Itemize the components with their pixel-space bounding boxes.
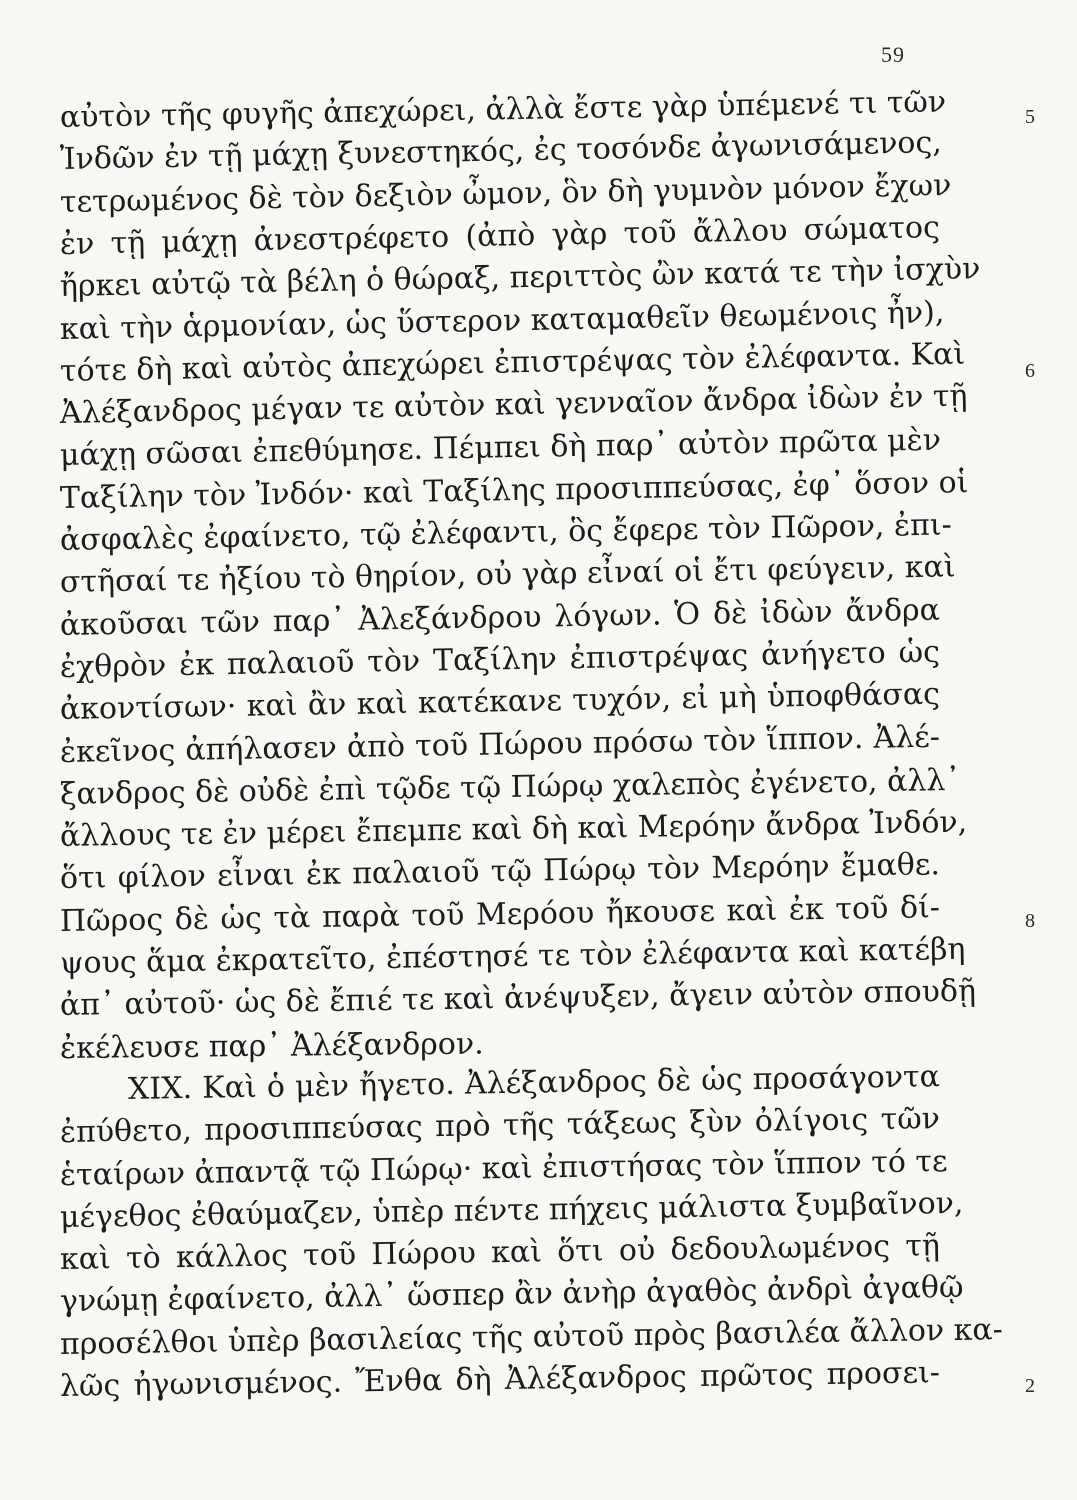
text-line: Ἰνδῶν ἐν τῇ μάχῃ ξυνεστηκός, ἐς τοσόνδε ἀγωνισάμενος,	[59, 125, 943, 178]
text-line: ἐπύθετο, προσιππεύσας πρὸ τῆς τάξεως ξὺν ὀλίγοις τῶν	[59, 1101, 941, 1151]
text-line: Ταξίλην τὸν Ἰνδόν· καὶ Ταξίλης προσιππεύσας, ἐφ᾽ ὅσον οἱ	[59, 464, 969, 516]
text-line: ἤρκει αὐτῷ τὰ βέλη ὁ θώραξ, περιττὸς ὢν κατά τε τὴν ἰσχὺν	[59, 251, 981, 305]
text-line: καὶ τὴν ἁρμονίαν, ὡς ὕστερον καταμαθεῖν θεωμένοις ἦν),	[59, 294, 945, 347]
text-line: ἄλλους τε ἐν μέρει ἔπεμπε καὶ δὴ καὶ Μερόην ἄνδρα Ἰνδόν,	[59, 804, 968, 855]
text-line: λῶς ἠγωνισμένος. Ἔνθα δὴ Ἀλέξανδρος πρῶτος προσει-	[59, 1355, 941, 1404]
text-line: γνώμῃ ἐφαίνετο, ἀλλ᾽ ὥσπερ ἂν ἀνὴρ ἀγαθὸς ἀνδρὶ ἀγαθῷ	[59, 1270, 964, 1320]
text-line: μάχῃ σῶσαι ἐπεθύμησε. Πέμπει δὴ παρ᾽ αὐτὸν πρῶτα μὲν	[59, 423, 942, 474]
text-line: ἀπ᾽ αὐτοῦ· ὡς δὲ ἔπιέ τε καὶ ἀνέψυξεν, ἄγειν αὐτὸν σπουδῇ	[59, 973, 977, 1024]
text-line: προσέλθοι ὑπὲρ βασιλείας τῆς αὐτοῦ πρὸς βασιλέα ἄλλον κα-	[59, 1311, 1004, 1362]
text-line: ἐν τῇ μάχῃ ἀνεστρέφετο (ἀπὸ γὰρ τοῦ ἄλλου σώματος	[59, 210, 941, 262]
text-line: ἑταίρων ἀπαντᾷ τῷ Πώρῳ· καὶ ἐπιστήσας τὸν ἵππον τό τε	[59, 1143, 948, 1193]
text-line: στῆσαί τε ἠξίου τὸ θηρίον, οὐ γὰρ εἶναί οἱ ἔτι φεύγειν, καὶ	[59, 549, 956, 601]
text-line: τότε δὴ καὶ αὐτὸς ἀπεχώρει ἐπιστρέψας τὸν ἐλέφαντα. Καὶ	[59, 336, 966, 389]
text-line: ἀσφαλὲς ἐφαίνετο, τῷ ἐλέφαντι, ὃς ἔφερε τὸν Πῶρον, ἐπι-	[59, 507, 952, 558]
text-line: XIX. Καὶ ὁ μὲν ἤγετο. Ἀλέξανδρος δὲ ὡς προσάγοντα	[127, 1059, 941, 1107]
text-line: ἀκοῦσαι τῶν παρ᾽ Ἀλεξάνδρου λόγων. Ὁ δὲ ἰδὼν ἄνδρα	[59, 592, 941, 643]
text-line: ἐχθρὸν ἐκ παλαιοῦ τὸν Ταξίλην ἐπιστρέψας ἀνήγετο ὡς	[59, 634, 941, 685]
text-line: Πῶρος δὲ ὡς τὰ παρὰ τοῦ Μερόου ἤκουσε καὶ ἐκ τοῦ δί-	[59, 889, 941, 939]
margin-line-number: 8	[1025, 909, 1035, 932]
text-line: ἀκοντίσων· καὶ ἂν καὶ κατέκανε τυχόν, εἰ μὴ ὑποφθάσας	[59, 676, 941, 728]
margin-line-number: 5	[1025, 106, 1035, 128]
text-line: ὅτι φίλον εἶναι ἐκ παλαιοῦ τῷ Πώρῳ τὸν Μερόην ἔμαθε.	[59, 847, 941, 897]
text-line: μέγεθος ἐθαύμαζεν, ὑπὲρ πέντε πήχεις μάλιστα ξυμβαῖνον,	[59, 1185, 964, 1235]
text-line: ἐκεῖνος ἀπήλασεν ἀπὸ τοῦ Πώρου πρόσω τὸν ἵππον. Ἀλέ-	[59, 719, 941, 770]
text-line: Ἀλέξανδρος μέγαν τε αὐτὸν καὶ γενναῖον ἄνδρα ἰδὼν ἐν τῇ	[59, 378, 968, 432]
text-line: τετρωμένος δὲ τὸν δεξιὸν ὦμον, ὃν δὴ γυμνὸν μόνον ἔχων	[59, 167, 952, 220]
text-line: ἐκέλευσε παρ᾽ Ἀλέξανδρον.	[59, 1026, 484, 1066]
text-line: ξανδρος δὲ οὐδὲ ἐπὶ τῷδε τῷ Πώρῳ χαλεπὸς ἐγένετο, ἀλλ᾽	[59, 762, 961, 812]
text-line: καὶ τὸ κάλλος τοῦ Πώρου καὶ ὅτι οὐ δεδουλωμένος τῇ	[59, 1228, 941, 1278]
page-number: 59	[881, 42, 905, 67]
text-line: αὐτὸν τῆς φυγῆς ἀπεχώρει, ἀλλὰ ἔστε γὰρ ὑπέμενέ τι τῶν	[59, 84, 947, 135]
text-line: ψους ἅμα ἐκρατεῖτο, ἐπέστησέ τε τὸν ἐλέφαντα καὶ κατέβη	[59, 931, 966, 981]
margin-line-number: 2	[1025, 1375, 1035, 1397]
margin-line-number: 6	[1025, 359, 1035, 382]
